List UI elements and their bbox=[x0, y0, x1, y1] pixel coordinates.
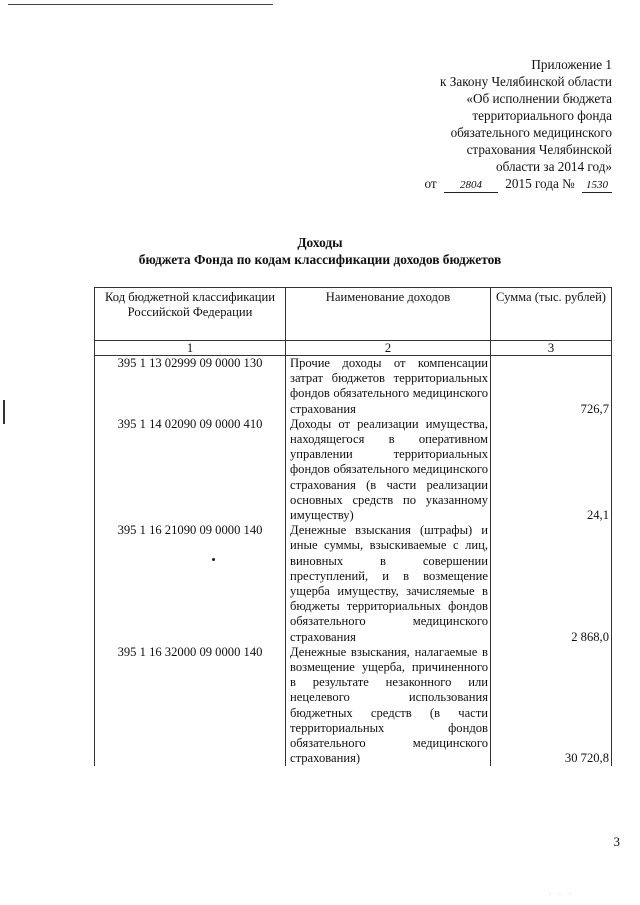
appendix-line: обязательного медицинского bbox=[450, 125, 612, 140]
appendix-line: территориального фонда bbox=[472, 108, 612, 123]
appendix-line: к Закону Челябинской области bbox=[440, 74, 612, 89]
appendix-line: «Об исполнении бюджета bbox=[466, 91, 612, 106]
date-day-handwritten: 2804 bbox=[444, 179, 498, 193]
revenue-name: Доходы от реализации имущества, находящегося в оперативном управлении территориальных фондов обязательного медицинского страхования (в части реализации основных средств по указанному имуществу) bbox=[286, 417, 491, 523]
document-title bbox=[0, 234, 640, 268]
table-row bbox=[95, 356, 612, 417]
scan-edge-mark bbox=[3, 400, 5, 424]
revenue-amount: 726,7 bbox=[491, 356, 612, 417]
top-rule bbox=[8, 4, 273, 5]
table-row bbox=[95, 645, 612, 767]
appendix-line: Приложение 1 bbox=[531, 57, 612, 72]
revenue-name: Прочие доходы от компенсации затрат бюджетов территориальных фондов обязательного медицинского страхования bbox=[286, 356, 491, 417]
appendix-line: области за 2014 год» bbox=[495, 159, 612, 174]
revenue-amount: 30 720,8 bbox=[491, 645, 612, 767]
header-amount: Сумма (тыс. рублей) bbox=[491, 288, 612, 341]
revenue-name: Денежные взыскания, налагаемые в возмещение ущерба, причиненного в результате незаконного или нецелевого использования бюджетных средств (в части территориальных фондов обязательного медицинского страхования) bbox=[286, 645, 491, 767]
header-code: Код бюджетной классификации Российской Федерации bbox=[95, 288, 286, 341]
revenue-code: 395 1 14 02090 09 0000 410 bbox=[95, 417, 286, 523]
column-number: 2 bbox=[286, 341, 491, 356]
revenue-amount: 2 868,0 bbox=[491, 523, 612, 645]
revenue-code: 395 1 16 21090 09 0000 140 bbox=[95, 523, 286, 645]
column-number: 3 bbox=[491, 341, 612, 356]
appendix-header bbox=[292, 56, 612, 193]
scan-artifact: · · · bbox=[548, 890, 575, 899]
table-row bbox=[95, 417, 612, 523]
date-prefix: от bbox=[424, 176, 437, 191]
revenue-code: 395 1 13 02999 09 0000 130 bbox=[95, 356, 286, 417]
column-number-row bbox=[95, 341, 612, 356]
revenue-table bbox=[94, 287, 612, 766]
page-number: 3 bbox=[613, 834, 620, 849]
law-date-line bbox=[292, 175, 612, 193]
revenue-amount: 24,1 bbox=[491, 417, 612, 523]
table-header-row bbox=[95, 288, 612, 341]
header-name: Наименование доходов bbox=[286, 288, 491, 341]
table-row bbox=[95, 523, 612, 645]
title-line-1: Доходы bbox=[297, 235, 343, 250]
law-number-handwritten: 1530 bbox=[582, 179, 612, 193]
revenue-name: Денежные взыскания (штрафы) и иные суммы, взыскиваемые с лиц, виновных в совершении преступлений, и в возмещение ущерба имуществу, зачисляемые в бюджеты территориальных фондов обязательного медицинского страхования bbox=[286, 523, 491, 645]
date-suffix: 2015 года № bbox=[505, 176, 575, 191]
title-line-2: бюджета Фонда по кодам классификации доходов бюджетов bbox=[138, 252, 502, 267]
revenue-code: 395 1 16 32000 09 0000 140 bbox=[95, 645, 286, 767]
appendix-line: страхования Челябинской bbox=[466, 142, 612, 157]
column-number: 1 bbox=[95, 341, 286, 356]
